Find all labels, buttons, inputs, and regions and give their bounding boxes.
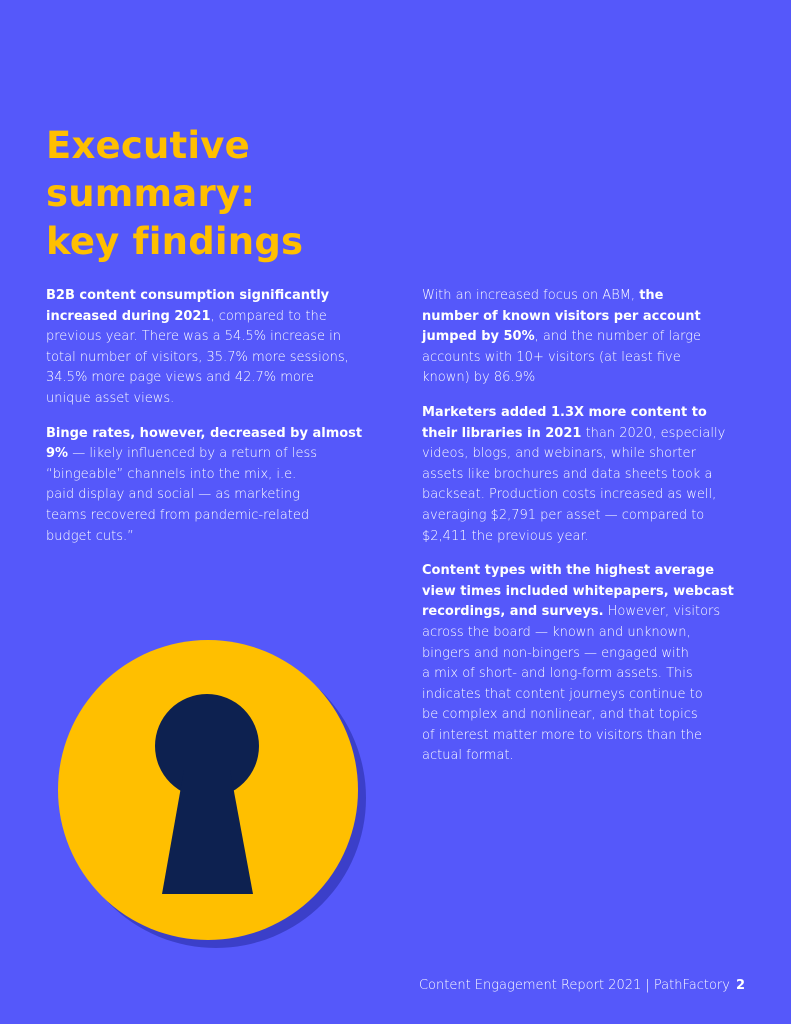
footer-report-title: Content Engagement Report 2021 | PathFactory [418,978,730,993]
keyhole-icon [58,640,368,950]
keyhole-illustration [58,640,368,950]
finding-content-types-paragraph: Content types with the highest average view times included whitepapers, webcast recordings, and surveys. However, visitors across the board — known and unknown, bingers and non-bingers — engaged with a mix of short- and long-form assets. This indicates that content journeys continue to be complex and nonlinear, and that topics of interest matter more to visitors than the actual format. [422,563,734,764]
page-footer [419,978,745,993]
finding-content-volume-paragraph: Marketers added 1.3X more content to their libraries in 2021 than 2020, especially videos, blogs, and webinars, while shorter assets like brochures and data sheets took a backseat. Production costs increased as well, averaging $2,791 per asset — compared to $2,411 the previous year. [422,404,726,544]
finding-abm-paragraph: With an increased focus on ABM, the number of known visitors per account jumped by 50%, and the number of large accounts with 10+ visitors (at least five known) by 86.9% [422,288,701,386]
title-line-1: Executive [46,124,250,167]
finding-consumption-paragraph: B2B content consumption significantly increased during 2021, compared to the previous year. There was a 54.5% increase in total number of visitors, 35.7% more sessions, 34.5% more page views and 42.7% more unique asset views. [46,288,349,406]
finding-binge-rates-paragraph: Binge rates, however, decreased by almost 9% — likely influenced by a return of less “bingeable” channels into the mix, i.e. paid display and social — as marketing teams recovered from pandemic-related budget cuts.” [46,425,363,544]
page-title [46,122,303,266]
title-line-3: key findings [46,220,304,263]
page-number: 2 [735,978,745,993]
right-column [422,286,752,781]
left-column [46,286,376,561]
title-line-2: summary: [46,172,256,215]
